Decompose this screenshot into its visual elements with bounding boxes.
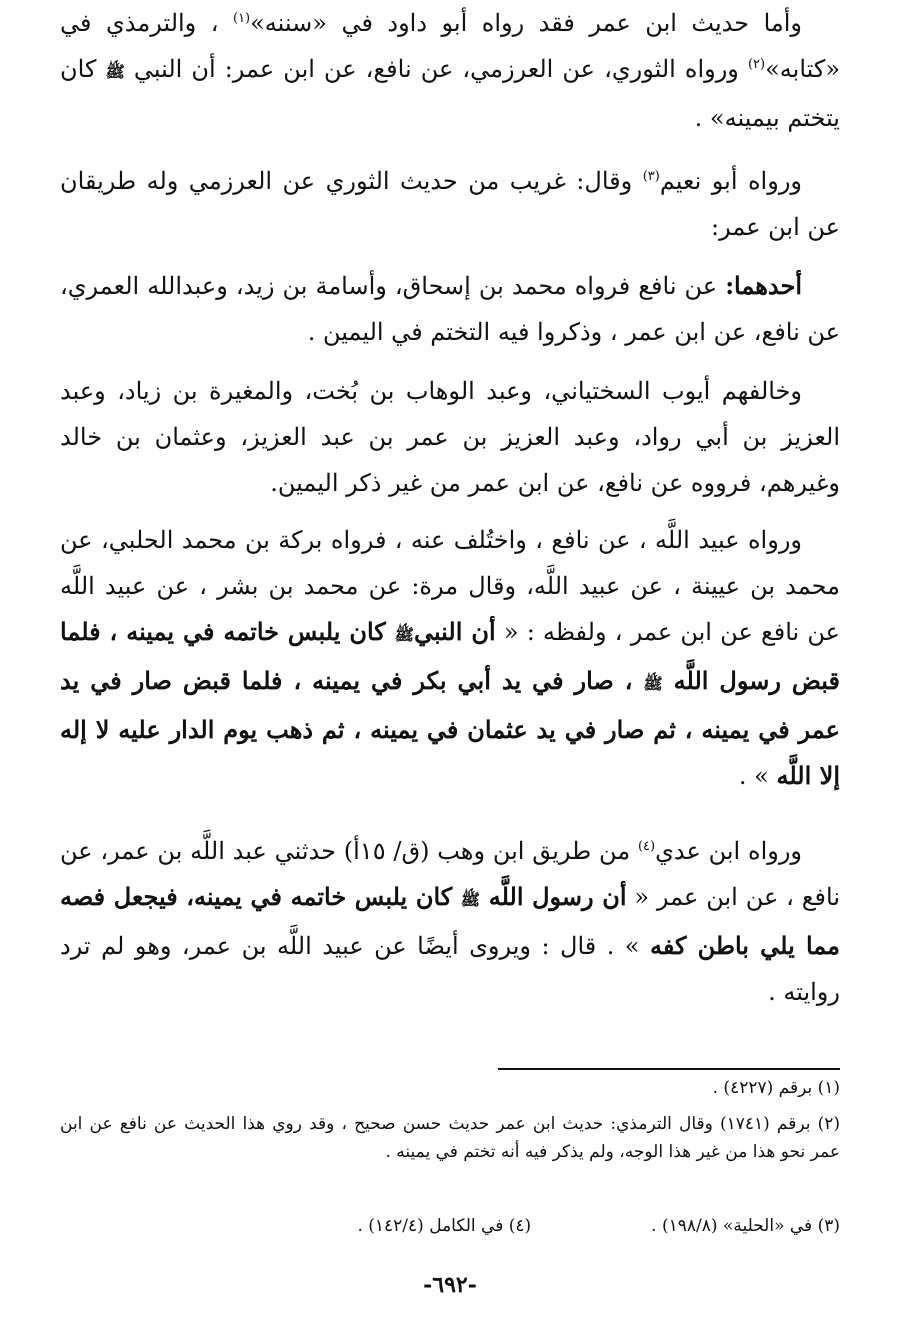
footnote-ref-4: (٤) bbox=[637, 839, 656, 854]
footnote-ref-2: (٢) bbox=[747, 57, 766, 72]
footnote-divider bbox=[498, 1068, 840, 1070]
bold-run: كان يلبس خاتمه في يمينه ، فلما قبض رسول اللَّه bbox=[60, 617, 841, 695]
text-run: ورواه ابن عدي bbox=[655, 837, 803, 865]
footnote-4: (٤) في الكامل (١٤٢/٤) . bbox=[357, 1216, 532, 1236]
text-run: ورواه عبيد اللَّه ، عن نافع ، واختُلف عنه ، فرواه بركة بن محمد الحلبي، عن محمد بن عيينة ، عن عبيد اللَّه، وقال مرة: عن محمد بن بشر ، عن عبيد اللَّه عن نافع عن ابن عمر ، ولفظه : « bbox=[60, 526, 840, 646]
footnote-row bbox=[60, 1212, 840, 1240]
page-number: -٦٩٢- bbox=[423, 1272, 477, 1298]
paragraph-ibn-adi bbox=[60, 828, 840, 1015]
paragraph-lead: أحدهما: bbox=[725, 271, 802, 300]
text-run: كان يتختم بيمينه» . bbox=[60, 55, 840, 132]
text-run: وخالفهم أيوب السختياني، وعبد الوهاب بن بُخت، والمغيرة بن زياد، وعبد العزيز بن أبي رواد، وعبد العزيز بن عمر بن عبد العزيز، وعثمان بن خالد وغيرهم، فرووه عن نافع، عن ابن عمر من غير ذكر اليمين. bbox=[60, 377, 840, 497]
salla-symbol: ﷺ bbox=[460, 890, 481, 909]
text-run: ، والترمذي في «كتابه» bbox=[60, 9, 841, 83]
text-run: وقال: غريب من حديث الثوري عن العرزمي وله طريقان عن ابن عمر: bbox=[60, 167, 840, 241]
paragraph-first-path bbox=[60, 263, 840, 355]
paragraph-ubaydullah bbox=[60, 517, 840, 799]
text-run: ورواه أبو نعيم bbox=[659, 167, 802, 195]
footnote-ref-3: (٣) bbox=[642, 169, 660, 184]
text-run: » . bbox=[738, 762, 777, 790]
footnote-2: (٢) برقم (١٧٤١) وقال الترمذي: حديث ابن عمر حديث حسن صحيح ، وقد روي هذا الحديث عن نافع عن ابن عمر نحو هذا من غير هذا الوجه، ولم يذكر فيه أنه تختم في يمينه . bbox=[60, 1114, 841, 1162]
footnote-ref-1: (١) bbox=[232, 11, 251, 26]
text-run: » . قال : ويروى أيضًا عن عبيد اللَّه بن عمر، وهو لم ترد روايته . bbox=[60, 932, 840, 1006]
salla-symbol: ﷺ bbox=[643, 674, 663, 693]
paragraph-ibn-umar-hadith bbox=[60, 0, 840, 141]
bold-run: كان يلبس خاتمه في يمينه، فيجعل فصه مما يلي باطن كفه bbox=[60, 882, 840, 960]
text-run: من طريق ابن وهب (ق/ ١٥أ) حدثني عبد اللَّه بن عمر، عن نافع ، عن ابن عمر « bbox=[60, 837, 840, 911]
salla-symbol: ﷺ bbox=[394, 625, 414, 644]
text-run: عن نافع فرواه محمد بن إسحاق، وأسامة بن زيد، وعبدالله العمري، عن نافع، عن ابن عمر ، وذكروا فيه التختم في اليمين . bbox=[60, 272, 840, 346]
bold-run: أن رسول اللَّه bbox=[480, 882, 627, 911]
footnote-1: (١) برقم (٤٢٢٧) . bbox=[712, 1078, 840, 1098]
book-page bbox=[60, 0, 840, 1319]
text-run: ورواه الثوري، عن العرزمي، عن نافع، عن ابن عمر: أن النبي bbox=[124, 55, 748, 83]
bold-run: ، صار في يد أبي بكر في يمينه ، فلما قبض صار في يد عمر في يمينه ، ثم صار في يد عثمان في يمينه ، ثم ذهب يوم الدار عليه لا إله إلا اللَّه bbox=[60, 666, 840, 790]
paragraph-dissenters bbox=[60, 368, 840, 506]
text-run: وأما حديث ابن عمر فقد رواه أبو داود في «سننه» bbox=[250, 9, 802, 37]
paragraph-abu-nuaym bbox=[60, 158, 840, 250]
footnote-3: (٣) في «الحلية» (١٩٨/٨) . bbox=[651, 1216, 840, 1236]
salla-symbol: ﷺ bbox=[105, 62, 125, 81]
bold-run: أن النبي bbox=[413, 617, 496, 646]
